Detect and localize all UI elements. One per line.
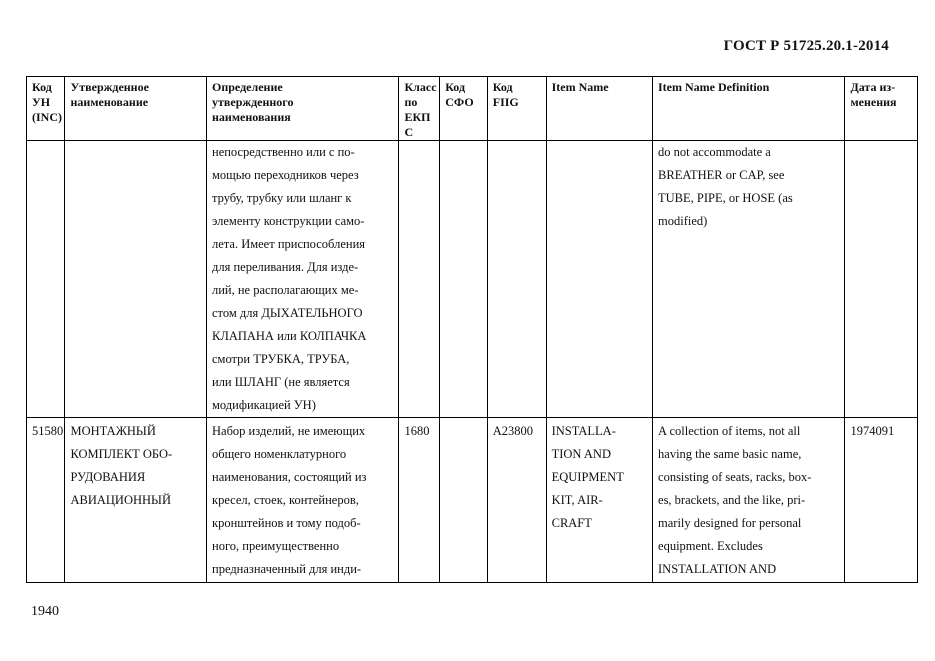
page-number: 1940 <box>31 604 59 619</box>
nomenclature-table <box>26 76 918 583</box>
cell-item-definition: do not accommodate a BREATHER or CAP, see TUBE, PIPE, or HOSE (as modified) <box>653 141 845 418</box>
header-class: Класс по ЕКП С <box>399 77 440 141</box>
cell-approved-name: МОНТАЖНЫЙ КОМПЛЕКТ ОБО- РУДОВАНИЯ АВИАЦИОННЫЙ <box>65 418 207 583</box>
cell-definition: Набор изделий, не имеющих общего номенклатурного наименования, состоящий из кресел, стоек, контейнеров, кронштейнов и тому подоб- ного, преимущественно предназначенный для инди- <box>207 418 399 583</box>
cell-item-definition: A collection of items, not all having the same basic name, consisting of seats, racks, box- es, brackets, and the like, pri- marily designed for personal equipment. Excludes INSTALLATION AND <box>653 418 845 583</box>
cell-item-name: INSTALLA- TION AND EQUIPMENT KIT, AIR- CRAFT <box>546 418 652 583</box>
header-inc: Код УН (INC) <box>27 77 65 141</box>
header-fiig: Код FIIG <box>487 77 546 141</box>
header-sfo: Код СФО <box>440 77 488 141</box>
header-date: Дата из- менения <box>845 77 918 141</box>
cell-inc <box>27 141 65 418</box>
cell-sfo <box>440 418 488 583</box>
cell-definition: непосредственно или с по- мощью переходников через трубу, трубку или шланг к элементу конструкции само- лета. Имеет приспособления для переливания. Для изде- лий, не располагающих ме- стом для ДЫХАТЕЛЬНОГО КЛАПАНА или КОЛПАЧКА смотри ТРУБКА, ТРУБА, или ШЛАНГ (не является модификацией УН) <box>207 141 399 418</box>
cell-class <box>399 141 440 418</box>
table-row <box>27 418 918 583</box>
table-row <box>27 141 918 418</box>
cell-fiig: A23800 <box>487 418 546 583</box>
cell-class: 1680 <box>399 418 440 583</box>
header-item-name: Item Name <box>546 77 652 141</box>
header-approved-name: Утвержденное наименование <box>65 77 207 141</box>
cell-approved-name <box>65 141 207 418</box>
document-title: ГОСТ Р 51725.20.1-2014 <box>723 38 889 54</box>
cell-sfo <box>440 141 488 418</box>
cell-date <box>845 141 918 418</box>
header-definition: Определение утвержденного наименования <box>207 77 399 141</box>
table-header-row <box>27 77 918 141</box>
header-item-definition: Item Name Definition <box>653 77 845 141</box>
cell-date: 1974091 <box>845 418 918 583</box>
cell-item-name <box>546 141 652 418</box>
cell-fiig <box>487 141 546 418</box>
cell-inc: 51580 <box>27 418 65 583</box>
